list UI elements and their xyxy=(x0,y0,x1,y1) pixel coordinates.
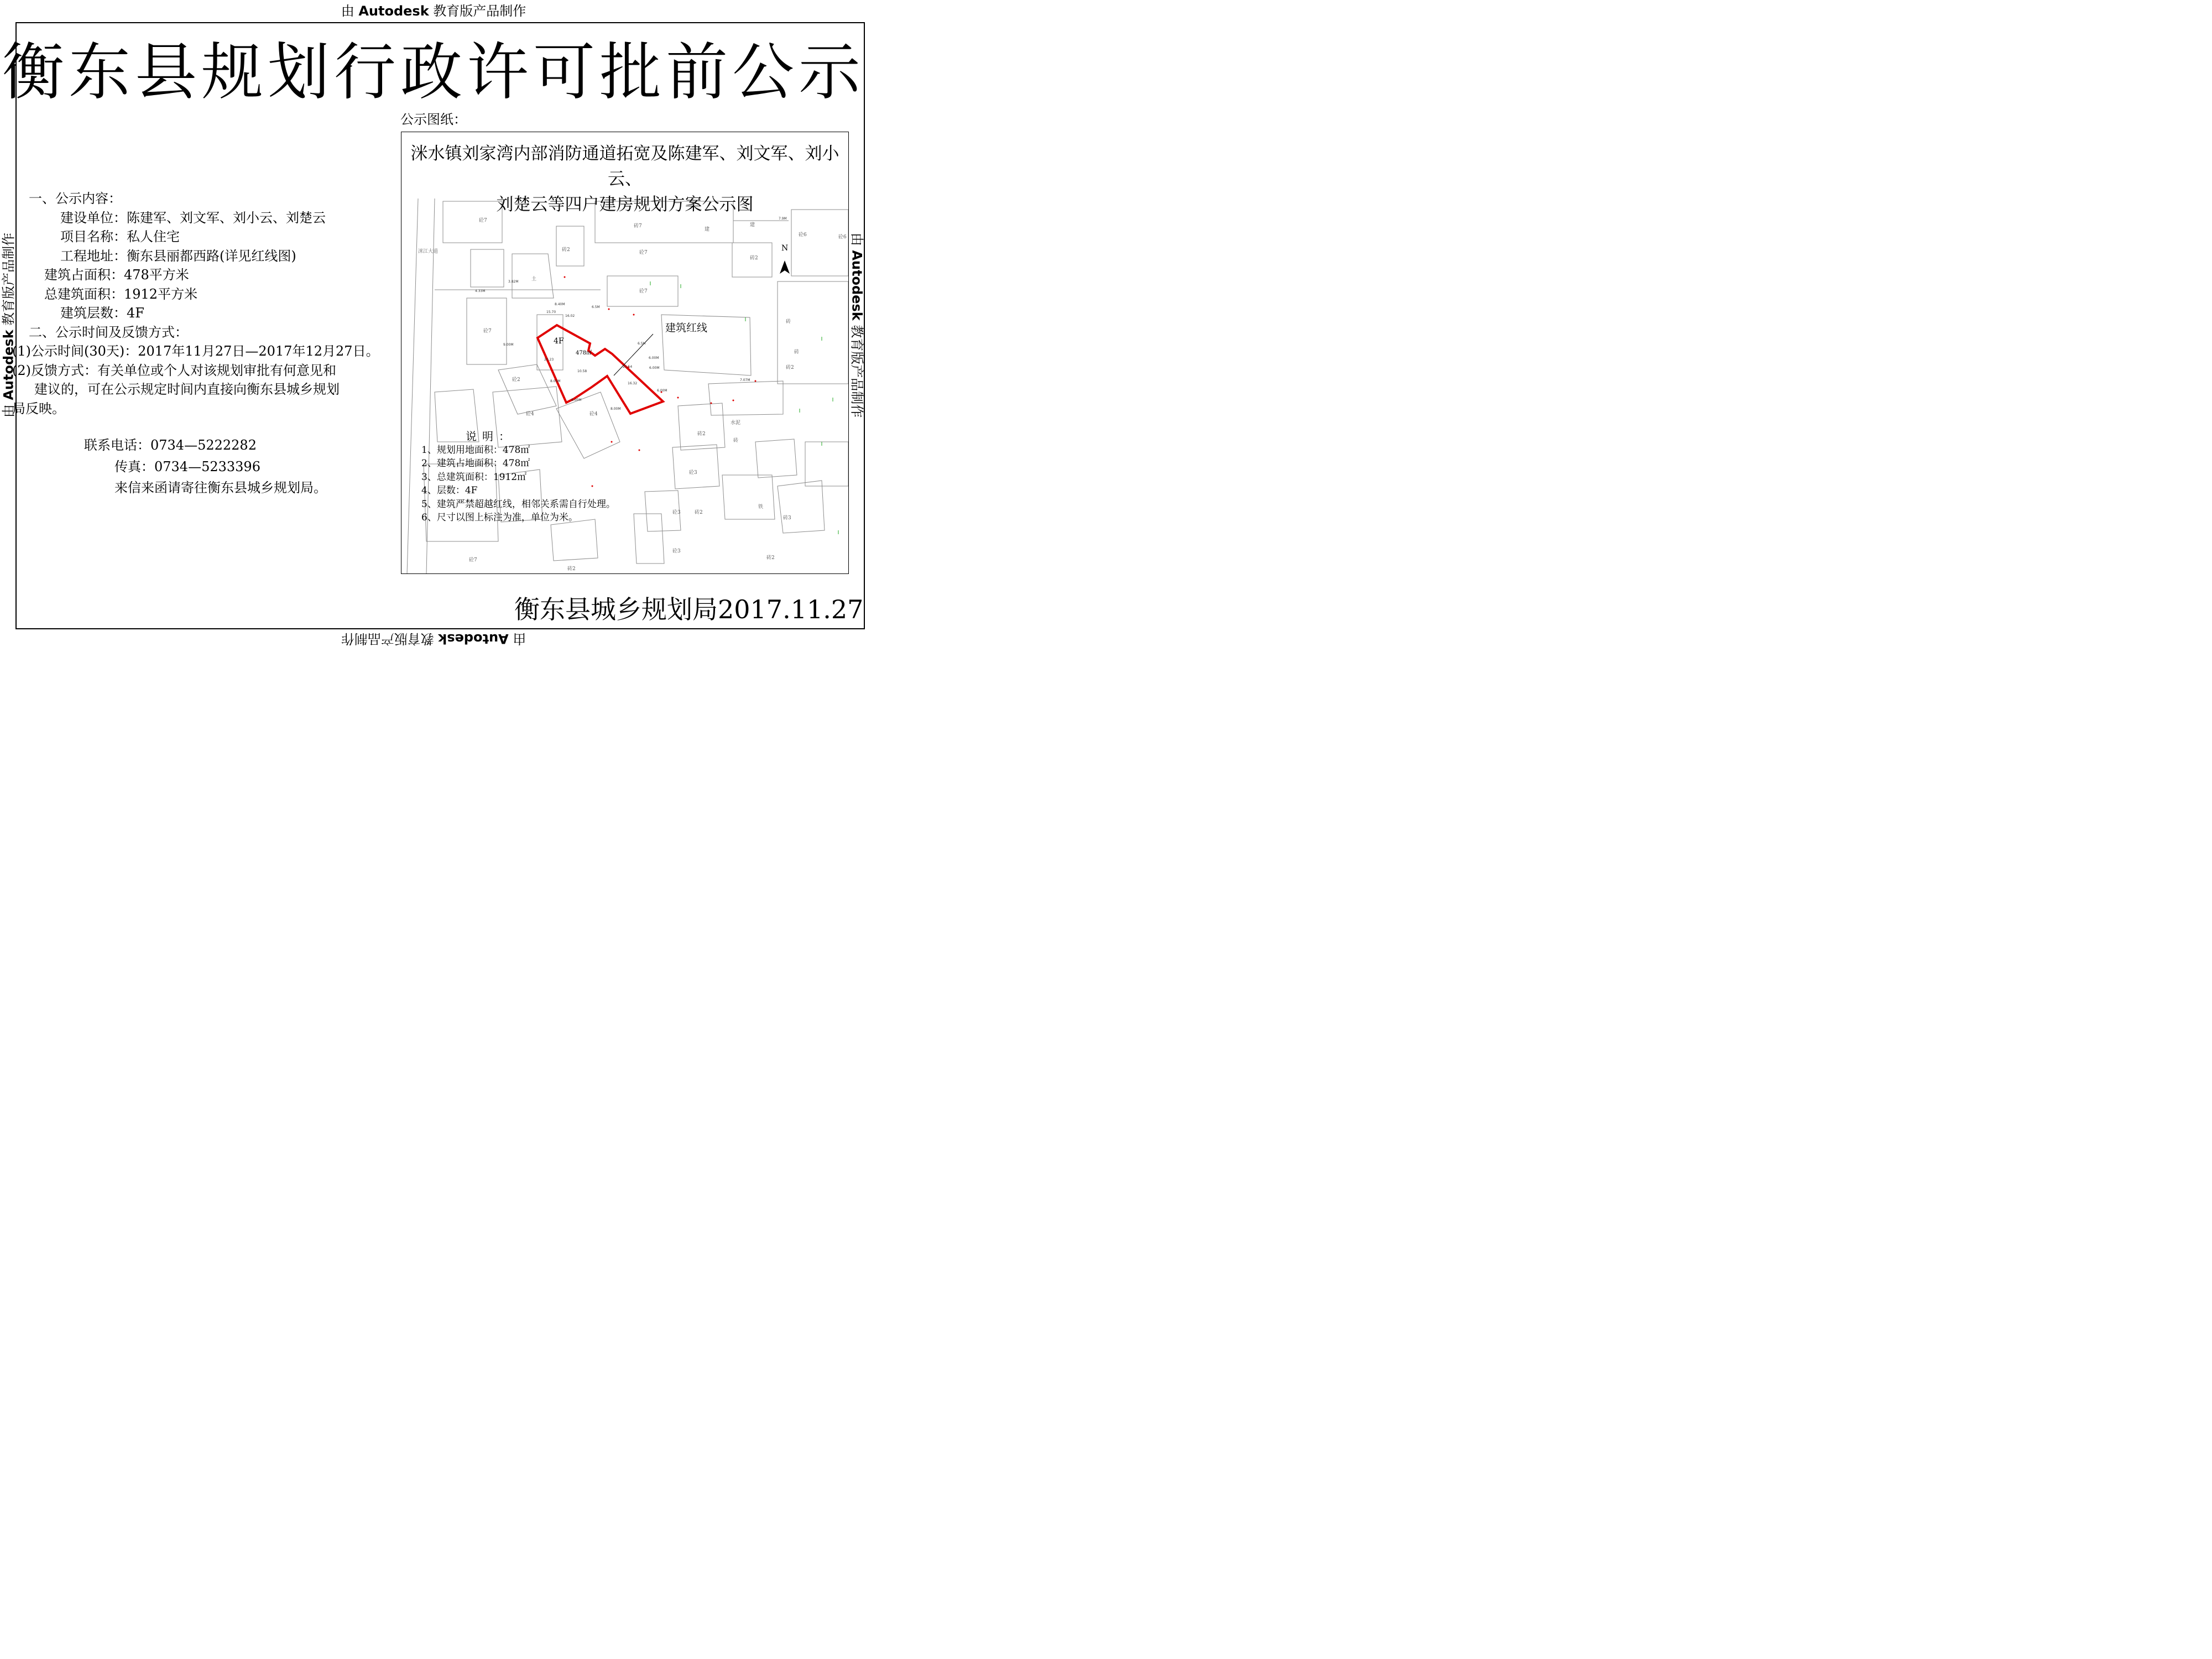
note-item: 3、总建筑面积：1912㎡ xyxy=(421,471,527,483)
dimension-label: 10.58 xyxy=(577,369,587,373)
building-label: 砼2 xyxy=(512,377,520,383)
map-title xyxy=(401,141,848,217)
dimension-label: 16.02 xyxy=(565,314,575,318)
building-label: 砖 xyxy=(786,319,791,325)
dimension-label: 15.70 xyxy=(546,310,556,314)
building-outline xyxy=(551,519,598,561)
building-label: 铁 xyxy=(758,504,764,510)
drawings-label: 公示图纸： xyxy=(400,112,467,127)
dimension-label: 7.9M xyxy=(779,217,787,221)
page-title: 衡东县规划行政许可批前公示 xyxy=(2,36,865,108)
watermark-top xyxy=(0,0,867,19)
footprint-area-line: 建筑占面积：478平方米 xyxy=(44,267,189,283)
feedback-line-1: (2)反馈方式：有关单位或个人对该规划审批有何意见和 xyxy=(12,362,336,378)
dimension-label: 4.33M xyxy=(475,289,486,293)
building-label: 砖2 xyxy=(697,431,706,437)
dimension-label: 6.00M xyxy=(649,366,660,370)
north-label: N xyxy=(781,244,789,253)
survey-point xyxy=(711,403,712,404)
survey-point xyxy=(677,397,679,399)
building-outline xyxy=(678,403,725,450)
building-label: 砖 xyxy=(733,438,739,444)
watermark-brand: Autodesk xyxy=(1,330,17,400)
contact-block xyxy=(84,435,327,499)
survey-point xyxy=(639,450,640,451)
survey-point xyxy=(733,400,734,401)
section2-heading: 二、公示时间及反馈方式： xyxy=(29,324,188,340)
dimension-label: 9.00M xyxy=(503,343,514,347)
building-label: 砖2 xyxy=(786,365,794,371)
map-notes xyxy=(421,430,615,525)
site-plan-map xyxy=(401,132,849,574)
building-outline xyxy=(512,254,554,298)
building-label: 砼6 xyxy=(838,234,847,240)
note-item: 1、规划用地面积：478㎡ xyxy=(421,444,530,456)
north-arrow-icon xyxy=(780,260,790,274)
watermark-brand: Autodesk xyxy=(849,250,865,321)
note-item: 6、尺寸以图上标注为准，单位为米。 xyxy=(421,512,578,523)
notes-heading: 说明： xyxy=(466,430,515,443)
notice-content xyxy=(12,189,379,418)
building-outline xyxy=(556,226,584,266)
dimension-label: 6.00M xyxy=(657,389,667,393)
watermark-suffix: 教育版产品制作 xyxy=(849,325,865,418)
building-outline xyxy=(708,381,783,415)
building-label: 砼4 xyxy=(526,411,534,417)
builder-line: 建设单位：陈建军、刘文军、刘小云、刘楚云 xyxy=(60,210,326,226)
watermark-suffix: 教育版产品制作 xyxy=(433,3,526,19)
floors-line: 建筑层数：4F xyxy=(60,305,144,321)
dimension-label: 16.32 xyxy=(628,382,638,385)
fax-line: 传真：0734—5233396 xyxy=(114,458,260,474)
dimension-label: 6.00M xyxy=(649,356,659,360)
building-label: 砖2 xyxy=(750,255,758,261)
building-label: 土 xyxy=(531,276,537,282)
building-label: 砖2 xyxy=(766,555,775,561)
road-name: 洣江大道 xyxy=(418,249,439,254)
project-name-line: 项目名称：私人住宅 xyxy=(60,229,180,244)
map-title-line-2: 刘楚云等四户建房规划方案公示图 xyxy=(496,195,754,215)
site-area-label: 478㎡ xyxy=(576,350,592,356)
building-outline xyxy=(778,481,825,533)
address-line: 工程地址：衡东县丽都西路(详见红线图) xyxy=(60,248,296,264)
note-item: 4、层数：4F xyxy=(421,485,478,496)
watermark-suffix: 教育版产品制作 xyxy=(1,232,17,326)
note-item: 5、建筑严禁超越红线，相邻关系需自行处理。 xyxy=(421,498,615,510)
dimension-label: 8.00M xyxy=(611,407,621,411)
watermark-bottom xyxy=(0,630,867,650)
dimension-label: 8.00M xyxy=(550,379,561,383)
road-edge xyxy=(407,199,418,574)
building-outline xyxy=(791,210,848,276)
watermark-brand: Autodesk xyxy=(438,631,509,646)
building-outline xyxy=(805,442,848,486)
total-area-line: 总建筑面积：1912平方米 xyxy=(44,286,198,302)
dimension-label: 3.82M xyxy=(508,280,519,284)
redline-leader xyxy=(614,334,653,375)
north-arrow xyxy=(780,244,790,274)
feedback-line-3: 局反映。 xyxy=(12,400,65,416)
building-label: 砼7 xyxy=(479,218,487,223)
footer-issuer-date: 衡东县城乡规划局2017.11.27 xyxy=(514,594,864,624)
building-label: 砼3 xyxy=(672,549,681,554)
building-outline xyxy=(471,249,504,287)
map-title-line-1: 洣水镇刘家湾内部消防通道拓宽及陈建军、刘文军、刘小云、 xyxy=(410,144,839,189)
watermark-prefix: 由 xyxy=(341,3,354,19)
building-label: 砖7 xyxy=(634,223,642,229)
mail-line: 来信来函请寄往衡东县城乡规划局。 xyxy=(114,480,327,495)
building-label: 砖2 xyxy=(562,247,570,253)
building-outline xyxy=(722,475,775,519)
building-label: 砖 xyxy=(794,349,800,355)
dimension-label: 8.00M xyxy=(571,398,582,402)
building-outline xyxy=(634,514,664,564)
dimension-label: 20.23 xyxy=(544,358,554,362)
building-label: 砼3 xyxy=(672,510,681,515)
period-line: (1)公示时间(30天)：2017年11月27日—2017年12月27日。 xyxy=(12,343,379,359)
building-label: 砼3 xyxy=(689,470,697,476)
building-label: 建 xyxy=(750,222,755,228)
dimension-label: 7.07M xyxy=(740,378,750,382)
site-floors-label: 4F xyxy=(554,337,564,346)
watermark-prefix: 由 xyxy=(1,404,17,418)
building-outline xyxy=(672,445,719,489)
watermark-brand: Autodesk xyxy=(358,3,429,19)
building-label: 建 xyxy=(705,227,710,232)
dimension-label: 6.5M xyxy=(592,305,600,309)
building-label: 砼7 xyxy=(639,289,648,294)
building-label: 砖2 xyxy=(695,510,703,515)
survey-point xyxy=(633,314,635,316)
building-label: 砼7 xyxy=(639,250,648,255)
building-label: 砖2 xyxy=(567,566,576,572)
watermark-prefix: 由 xyxy=(513,631,526,646)
building-label: 砖3 xyxy=(783,515,791,521)
building-label: 砼7 xyxy=(483,328,492,334)
watermark-prefix: 由 xyxy=(849,232,865,246)
survey-point xyxy=(608,309,610,310)
dimension-labels xyxy=(475,217,787,411)
dimension-label: 20.54 xyxy=(623,365,633,369)
phone-line: 联系电话：0734—5222282 xyxy=(84,437,257,453)
building-outline xyxy=(755,439,797,478)
survey-point xyxy=(564,276,566,278)
building-label: 水泥 xyxy=(731,420,741,426)
dimension-label: 6.5M xyxy=(638,342,646,346)
note-item: 2、建筑占地面积：478㎡ xyxy=(421,458,530,469)
section1-heading: 一、公示内容： xyxy=(29,191,122,206)
redline-label: 建筑红线 xyxy=(665,322,708,334)
survey-point xyxy=(755,380,757,382)
dimension-label: 8.40M xyxy=(555,302,565,306)
watermark-suffix: 教育版产品制作 xyxy=(341,631,434,646)
building-label: 砼4 xyxy=(589,411,598,417)
feedback-line-2: 建议的，可在公示规定时间内直接向衡东县城乡规划 xyxy=(34,382,340,397)
building-label: 砼6 xyxy=(799,232,807,238)
building-label: 砼7 xyxy=(469,557,477,563)
